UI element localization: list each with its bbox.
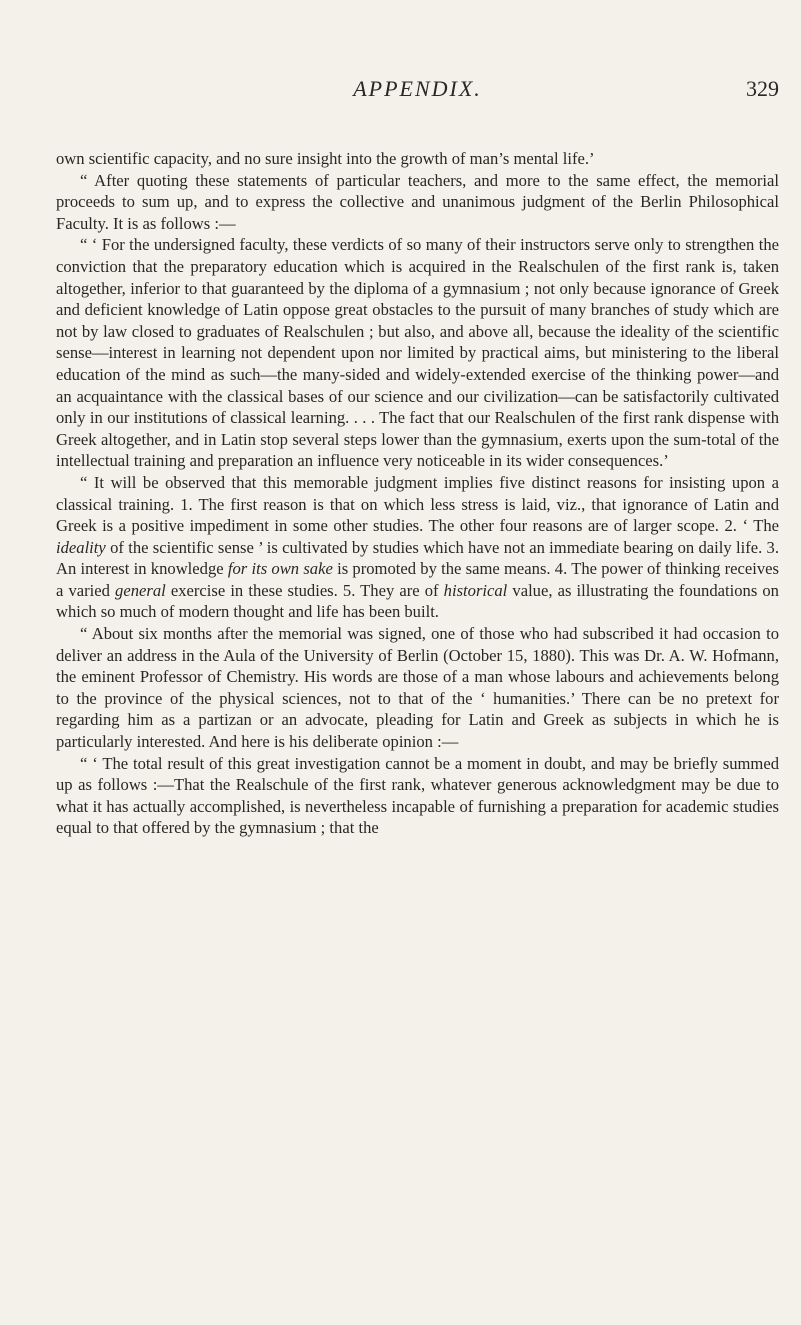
text-run: “ It will be observed that this memorable judgment implies five distinct reasons for insisting upon a classical training. 1. The first reason is that on which less stress is laid, viz., that ignorance of Latin and Greek is a positive impediment in some other studies. The other four reasons are of larger scope. 2. ‘ The	[56, 472, 779, 536]
italic-run: historical	[443, 580, 508, 600]
paragraph-6	[56, 753, 779, 839]
body-text	[56, 148, 779, 839]
page-header	[56, 76, 779, 112]
italic-run: ideality	[56, 537, 106, 557]
italic-run: for its own sake	[227, 559, 333, 579]
text-run: exercise in these studies. 5. They are of	[165, 580, 444, 600]
text-run: “ After quoting these statements of particular teachers, and more to the same effect, the memorial proceeds to sum up, and to express the collective and unanimous judgment of the Berlin Philosophical Faculty. It is as follows :—	[56, 170, 779, 233]
text-run: “ About six months after the memorial was signed, one of those who had subscribed it had occasion to deliver an address in the Aula of the University of Berlin (October 15, 1880). This was Dr. A. W. Hofmann, the eminent Professor of Chemistry. His words are those of a man whose labours and achievements belong to the province of the physical sciences, not to that of the ‘ humanities.’ There can be no pretext for regarding him as a partizan or an advocate, pleading for Latin and Greek as subjects in which he is particularly interested. And here is his deliberate opinion :—	[56, 624, 779, 752]
text-run: of the scientific sense ’ is cultivated by studies which have not an immediate bearing on daily life. 3. An interest in knowledge	[56, 537, 779, 579]
text-run: “ ‘ For the undersigned faculty, these verdicts of so many of their instructors serve only to strengthen the conviction that the preparatory education which is acquired in the Realschulen of the first rank is, taken altogether, inferior to that guaranteed by the diploma of a gymnasium ; not only because ignorance of Greek and deficient knowledge of Latin oppose great obstacles to the pursuit of many branches of study which are not by law closed to graduates of Realschulen ; but also, and above all, because the ideality of the scientific sense—interest in learning not dependent upon nor limited by practical aims, but ministering to the liberal education of the mind as such—the many-sided and widely-extended exercise of the thinking power—and an acquaintance with the classical bases of our science and our civilization—can be satisfactorily cultivated only in our institutions of classical learning. . . . The fact that our Realschulen of the first rank dispense with Greek altogether, and in Latin stop several steps lower than the gymnasium, exerts upon the sum-total of the intellectual training and preparation an influence very noticeable in its wider consequences.’	[56, 235, 779, 471]
text-run: “ ‘ The total result of this great investigation cannot be a moment in doubt, and may be briefly summed up as follows :—That the Realschule of the first rank, whatever generous acknowledgment may be due to what it has actually accomplished, is nevertheless incapable of furnishing a preparation for academic studies equal to that offered by the gymnasium ; that the	[56, 753, 779, 838]
paragraph-5	[56, 623, 779, 753]
running-head: APPENDIX.	[353, 76, 482, 101]
italic-run: general	[115, 580, 166, 600]
text-run: value, as illustrating the foundations on which so much of modern thought and life has been built.	[56, 580, 779, 622]
text-run: own scientific capacity, and no sure insight into the growth of man’s mental life.’	[56, 149, 595, 168]
page-number: 329	[746, 76, 779, 101]
paragraph-3	[56, 234, 779, 472]
paragraph-2	[56, 170, 779, 235]
text-run: is promoted by the same means. 4. The power of thinking receives a varied	[56, 559, 779, 600]
paragraph-4	[56, 472, 779, 623]
paragraph-1	[56, 148, 779, 170]
